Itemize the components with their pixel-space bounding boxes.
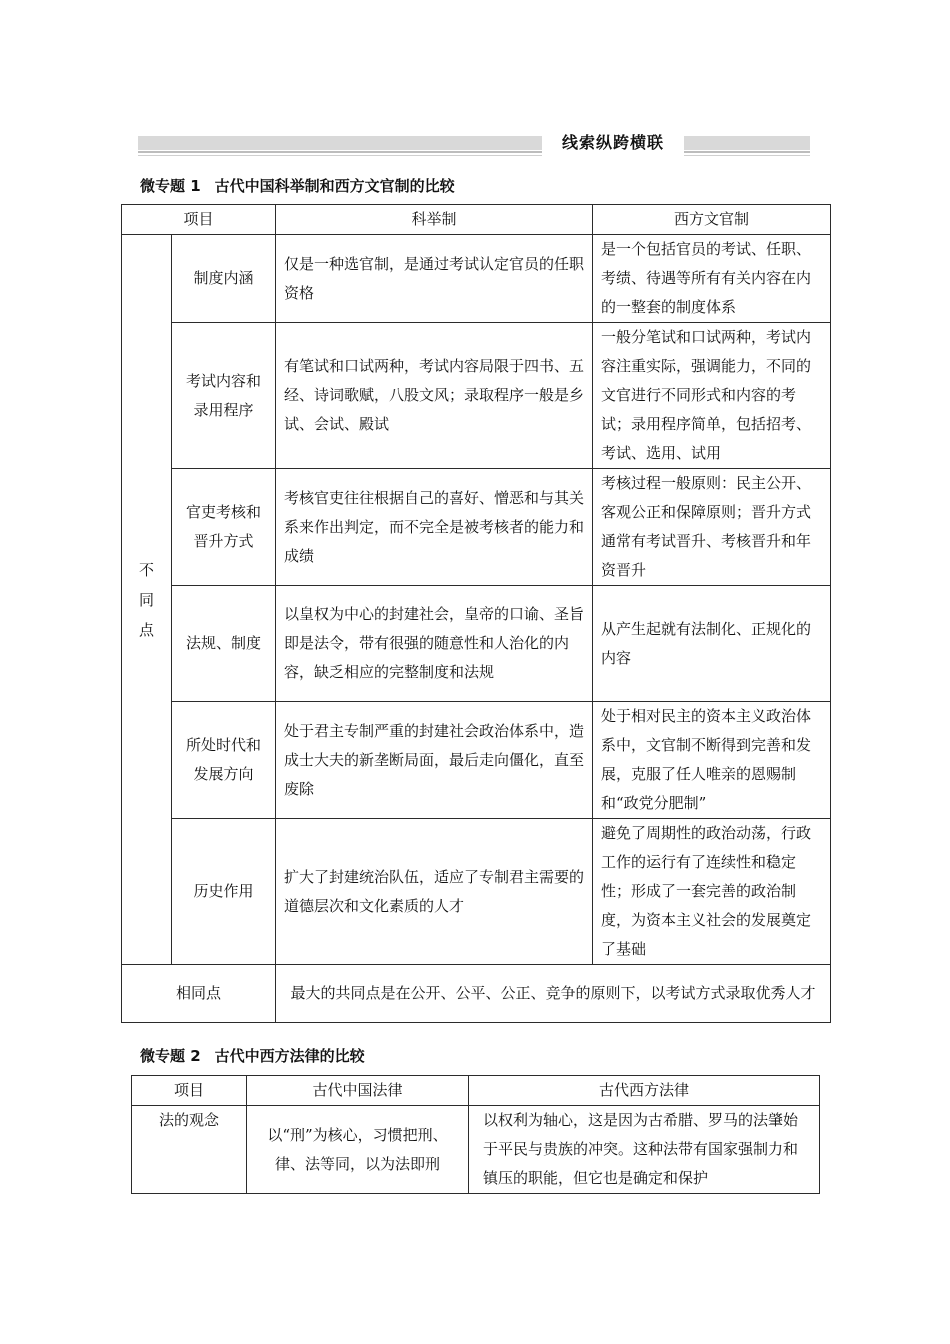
topic2-number: 微专题 2 [140,1047,201,1065]
banner-title: 线索纵跨横联 [542,130,684,156]
header-west: 西方文官制 [593,205,831,235]
banner-band [138,136,810,150]
table-header-row [122,205,831,235]
table-row [122,323,831,469]
section-banner [138,130,810,158]
row-keju: 有笔试和口试两种，考试内容局限于四书、五经、诗词歌赋，八股文风；录取程序一般是乡试、会试、殿试 [276,323,593,469]
row-item: 法规、制度 [172,586,276,702]
table-row [122,819,831,965]
row-west: 以权利为轴心，这是因为古希腊、罗马的法肇始于平民与贵族的冲突。这种法带有国家强制力和镇压的职能，但它也是确定和保护 [469,1106,820,1194]
row-item: 制度内涵 [172,235,276,323]
topic2-heading [140,1046,365,1066]
table-row [132,1106,820,1194]
banner-rule [138,151,810,153]
header-keju: 科举制 [276,205,593,235]
topic1-heading [140,176,455,196]
row-keju: 以皇权为中心的封建社会，皇帝的口谕、圣旨即是法令，带有很强的随意性和人治化的内容，缺乏相应的完整制度和法规 [276,586,593,702]
header-item: 项目 [122,205,276,235]
row-china: 以“刑”为核心，习惯把刑、律、法等同，以为法即刑 [247,1106,469,1194]
row-keju: 仅是一种选官制，是通过考试认定官员的任职资格 [276,235,593,323]
same-label: 相同点 [122,965,276,1023]
row-west: 是一个包括官员的考试、任职、考绩、待遇等所有有关内容在内的一整套的制度体系 [593,235,831,323]
row-item: 法的观念 [132,1106,247,1194]
header-china: 古代中国法律 [247,1076,469,1106]
row-west: 处于相对民主的资本主义政治体系中，文官制不断得到完善和发展，克服了任人唯亲的恩赐制和“政党分肥制” [593,702,831,819]
row-keju: 扩大了封建统治队伍，适应了专制君主需要的道德层次和文化素质的人才 [276,819,593,965]
row-item: 考试内容和录用程序 [172,323,276,469]
table-row-same [122,965,831,1023]
row-item: 官吏考核和晋升方式 [172,469,276,586]
row-west: 考核过程一般原则：民主公开、客观公正和保障原则；晋升方式通常有考试晋升、考核晋升和年资晋升 [593,469,831,586]
table-row [122,469,831,586]
row-west: 避免了周期性的政治动荡，行政工作的运行有了连续性和稳定性；形成了一套完善的政治制度，为资本主义社会的发展奠定了基础 [593,819,831,965]
row-keju: 处于君主专制严重的封建社会政治体系中，造成士大夫的新垄断局面，最后走向僵化，直至废除 [276,702,593,819]
group-label-different: 不 同 点 [122,235,172,965]
table-row [122,586,831,702]
row-item: 历史作用 [172,819,276,965]
banner-rule-thin [138,155,810,156]
topic2-title: 古代中西方法律的比较 [214,1047,365,1065]
header-west: 古代西方法律 [469,1076,820,1106]
row-item: 所处时代和发展方向 [172,702,276,819]
table-row [122,235,831,323]
same-text: 最大的共同点是在公开、公平、公正、竞争的原则下，以考试方式录取优秀人才 [276,965,831,1023]
row-west: 一般分笔试和口试两种，考试内容注重实际，强调能力，不同的文官进行不同形式和内容的考试；录用程序简单，包括招考、考试、选用、试用 [593,323,831,469]
topic1-title: 古代中国科举制和西方文官制的比较 [214,177,455,195]
topic1-number: 微专题 1 [140,177,201,195]
topic1-table [121,204,831,1023]
row-keju: 考核官吏往往根据自己的喜好、憎恶和与其关系来作出判定，而不完全是被考核者的能力和成绩 [276,469,593,586]
row-west: 从产生起就有法制化、正规化的内容 [593,586,831,702]
header-item: 项目 [132,1076,247,1106]
table-row [122,702,831,819]
topic2-table [131,1075,820,1194]
table-header-row [132,1076,820,1106]
